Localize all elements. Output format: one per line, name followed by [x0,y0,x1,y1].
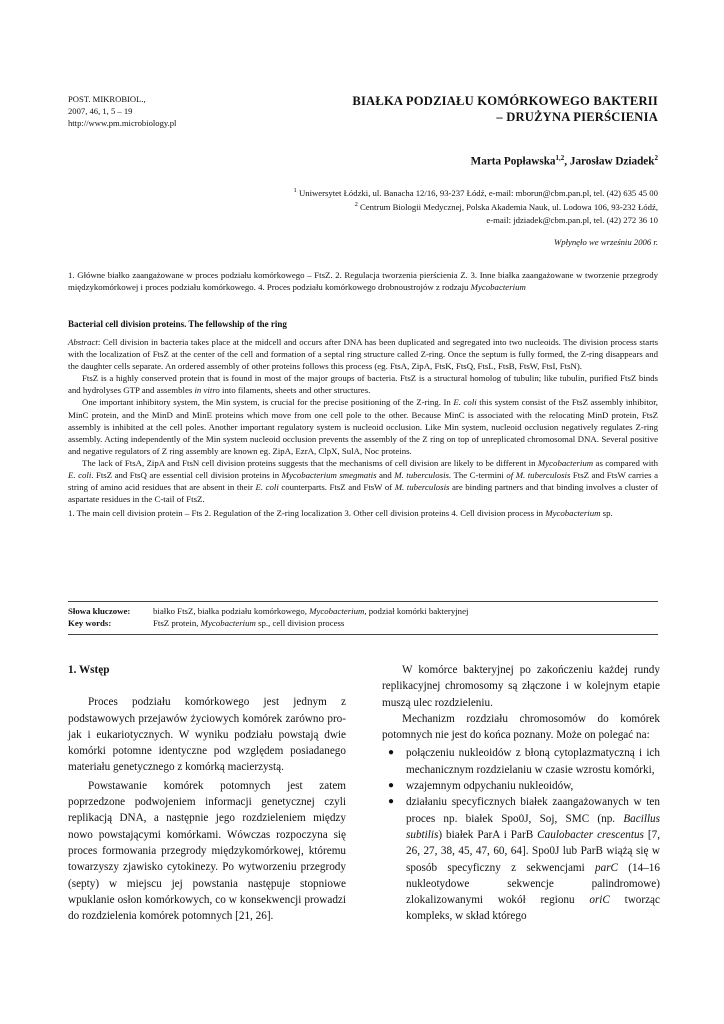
abstract-p4-a: The lack of FtsA, ZipA and FtsN cell division proteins suggests that the mechanisms of cell division are likely to be different in [82,457,538,468]
toc-pl-italic: Mycobacterium [470,282,526,292]
abstract-p4-h: are binding partners and that binding involves a cluster of aspartate residues in the C-tail of FtsZ. [68,482,658,505]
abstract-p4-c: . FtsZ and FtsQ are essential cell division proteins in [91,470,282,481]
b3-c: [7, 26, 27, 38, 45, 47, 60, 64]. Spo0J lub ParB wiążą się w sposób specyficzny z sekwencjami [406,828,660,874]
abstract-p3 [68,396,658,456]
abstract-p2 [68,372,658,396]
abstract-p4-g: counterparts. FtsZ and FtsW of [278,482,395,493]
toc-en-end: sp. [600,508,613,519]
keywords-en-value [153,617,344,629]
journal-reference [68,93,176,129]
list-item: ● wzajemnym odpychaniu nukleoidów, [386,778,660,794]
b3-a: działaniu specyficznych białek zaangażowanych w ten proces np. białek Spo0J, Soj, SMC (np. [406,796,660,825]
b3-i4: oriC [589,894,610,907]
received-date: Wpłynęło we wrześniu 2006 r. [553,237,658,247]
section-heading: 1. Wstęp [68,664,110,676]
article-title [352,93,658,125]
toc-pl-text: 1. Główne białko zaangażowane w proces podziału komórkowego – FtsZ. 2. Regulacja tworzenia pierścienia Z. 3. Inne białka zaangażowane w tworzenie przegrody międzykomórkowej i proces podziału komórkowego. 4. Proces podziału komórkowego drobnoustrojów z rodzaju [68,270,658,292]
kw-en-a: FtsZ protein, [153,618,201,629]
abstract-p4-e: The C-termini [451,470,507,481]
b3-b: ) białek ParA i ParB [438,828,538,841]
b3-i2: Caulobacter crescentus [537,828,644,841]
abstract-p4-d: and [376,470,395,481]
abstract-p3-a: One important inhibitory system, the Min system, is crucial for the precise positioning of the Z-ring. In [82,397,454,408]
toc-en-italic: Mycobacterium [545,508,601,519]
abstract-p1-text: : Cell division in bacteria takes place at the midcell and occurs after DNA has been duplicated and segregated into two nucleoids. The division process starts with the localization of FtsZ at the center of the cell and formation of a septal ring structure called Z-ring. Once the septum is fully formed, the Z-ring disappears and the daughter cells separate. An ordered assembly of other proteins follows this process (eg. FtsA, ZipA, FtsK, FtsQ, FtsL, FtsB, FtsW, FtsI, FtsN). [68,337,658,372]
keywords-pl-label: Słowa kluczowe: [68,606,131,616]
title-line-1: BIAŁKA PODZIAŁU KOMÓRKOWEGO BAKTERII [352,94,658,108]
intro-paragraph-2: Powstawanie komórek potomnych jest zatem poprzedzone podwojeniem informacji genetycznej czyli replikacją DNA, a następnie jego rozdzieleniem między nowo powstającymi komórkami. Wówczas rozpoczyna się proces formowania przegrody międzykomórkowej, któremu towarzyszy zjawisko cytokinezy. Po wytworzeniu przegrody (septy) w miejscu jej powstania następuje stopniowe wpuklanie osłon komórkowych, co w konsekwencji prowadzi do rozdzielenia komórek potomnych [21, 26]. [68,779,346,923]
keywords-pl-value [153,605,468,617]
abstract-p2-b: into filaments, sheets and other structures. [219,385,371,396]
list-item: ● połączeniu nukleoidów z błoną cytoplazmatyczną i ich mechanicznym rozdzielaniu w czasie wzrostu komórki, [386,745,660,778]
toc-en-text: 1. The main cell division protein – Fts 2. Regulation of the Z-ring localization 3. Other cell division proteins 4. Cell division process in [68,508,546,519]
abstract-label: Abstract [68,337,98,347]
affiliation-2 [294,199,658,213]
kw-pl-a: białko FtsZ, białka podziału komórkowego, [153,606,310,616]
abstract-p4 [68,457,658,505]
journal-name: POST. MIKROBIOL., [68,94,146,104]
abstract-p4-i5: of M. tuberculosis [506,470,571,481]
affil-2-sup: 2 [354,201,358,209]
abstract-p2-i: in vitro [194,385,220,396]
authors [471,154,658,168]
abstract-p4-i7: M. tuberculosis [394,482,450,493]
mechanism-list [382,745,660,924]
kw-en-i: Mycobacterium [200,618,256,629]
kw-en-b: sp., cell division process [255,618,345,629]
abstract-p2-a: FtsZ is a highly conserved protein that is found in most of the major groups of bacteria. FtsZ is a structural homolog of tubulin; like tubulin, purified FtsZ binds and hydrolyses GTP and assembles [68,373,658,396]
column-right [382,662,660,925]
b3-d: (14–16 nukleotydowe sekwencje palindromowe) zlokalizowanymi wokół regionu [406,861,660,907]
author-2-affil: 2 [654,154,658,162]
kw-pl-b: , podział komórki bakteryjnej [364,606,469,616]
kw-pl-i: Mycobacterium [309,606,365,616]
author-2: Jarosław Dziadek [569,155,655,168]
keywords-block [68,605,468,630]
column-left [68,662,346,924]
abstract-p3-i: E. coli [453,397,477,408]
title-line-2: – DRUŻYNA PIERŚCIENIA [496,110,658,124]
contents-english [68,507,658,519]
abstract-p4-i6: E. coli [255,482,279,493]
author-1-affil: 1,2 [555,154,565,162]
affil-2-line-1: Centrum Biologii Medycznej, Polska Akademia Nauk, ul. Lodowa 106, 93-232 Łódź, [360,202,658,213]
contents-polish [68,269,658,293]
abstract-p4-i2: E. coli [68,470,92,481]
affiliation-1 [294,185,658,199]
affiliation-2-contact: e-mail: jdziadek@cbm.pan.pl, tel. (42) 272 36 10 [486,214,658,225]
author-1: Marta Popławska [470,155,556,168]
abstract-p3-b: this system consist of the FtsZ assembly inhibitor, MinC protein, and the MinD and MinE proteins which move from one cell pole to the other. Because MinC is associated with the relocating MinD protein, FtsZ assembly is inhibited at the cell poles. Another important regulatory system is nucleoid occlusion. Like Min system, nucleoid occlusion negatively regulates Z-ring assembly. Acting independently of the Min system nucleoid occlusion prevents the assembly of the Z ring on top of unreplicated chromosomal DNA. Several positive and negative regulators of Z ring assembly are known eg. ZipA, EzrA, ClpX, SulA, Noc proteins. [68,397,658,456]
abstract [68,336,658,519]
abstract-p4-i1: Mycobacterium [537,457,594,468]
b3-i1: Bacillus subtilis [406,812,660,841]
b3-i3: parC [595,861,619,874]
right-paragraph-2: Mechanizm rozdziału chromosomów do komórek potomnych nie jest do końca poznany. Może on polegać na: [382,712,660,742]
keywords-top-rule [68,601,658,602]
keywords-polish [68,605,468,617]
keywords-bottom-rule [68,634,658,635]
journal-volume: 2007, 46, 1, 5 – 19 [68,106,133,116]
b3-e: tworząc kompleks, w skład którego [406,894,660,923]
keywords-english [68,617,468,629]
author-separator: , [564,155,570,168]
abstract-p4-f: FtsZ and FtsW carries a string of amino acid residues that are absent in their [68,470,658,493]
english-title: Bacterial cell division proteins. The fellowship of the ring [68,319,287,329]
affil-1-text: Uniwersytet Łódzki, ul. Banacha 12/16, 93-237 Łódź, e-mail: mborun@cbm.pan.pl, tel. (42) 635 45 00 [298,187,658,198]
abstract-p4-i4: M. tuberculosis. [394,470,452,481]
list-item [386,794,660,924]
abstract-p1 [68,336,658,372]
journal-url[interactable]: http://www.pm.microbiology.pl [68,118,177,128]
intro-paragraph-1: Proces podziału komórkowego jest jednym z podstawowych przejawów życiowych komórek zarówno pro- jak i eukariotycznych. W wyniku podziału powstają dwie komórki potomne identyczne pod względem posiadanego materiału genetycznego z komórką macierzystą. [68,696,346,774]
abstract-p4-b: as compared with [593,457,658,468]
affil-1-sup: 1 [293,187,297,194]
right-paragraph-1: W komórce bakteryjnej po zakończeniu każdej rundy replikacyjnej chromosomy są złączone i w kolejnym etapie muszą ulec rozdzieleniu. [382,664,660,709]
abstract-p4-i3: Mycobacterium smegmatis [281,470,377,481]
affiliations [294,185,658,226]
keywords-en-label: Key words: [68,618,112,629]
